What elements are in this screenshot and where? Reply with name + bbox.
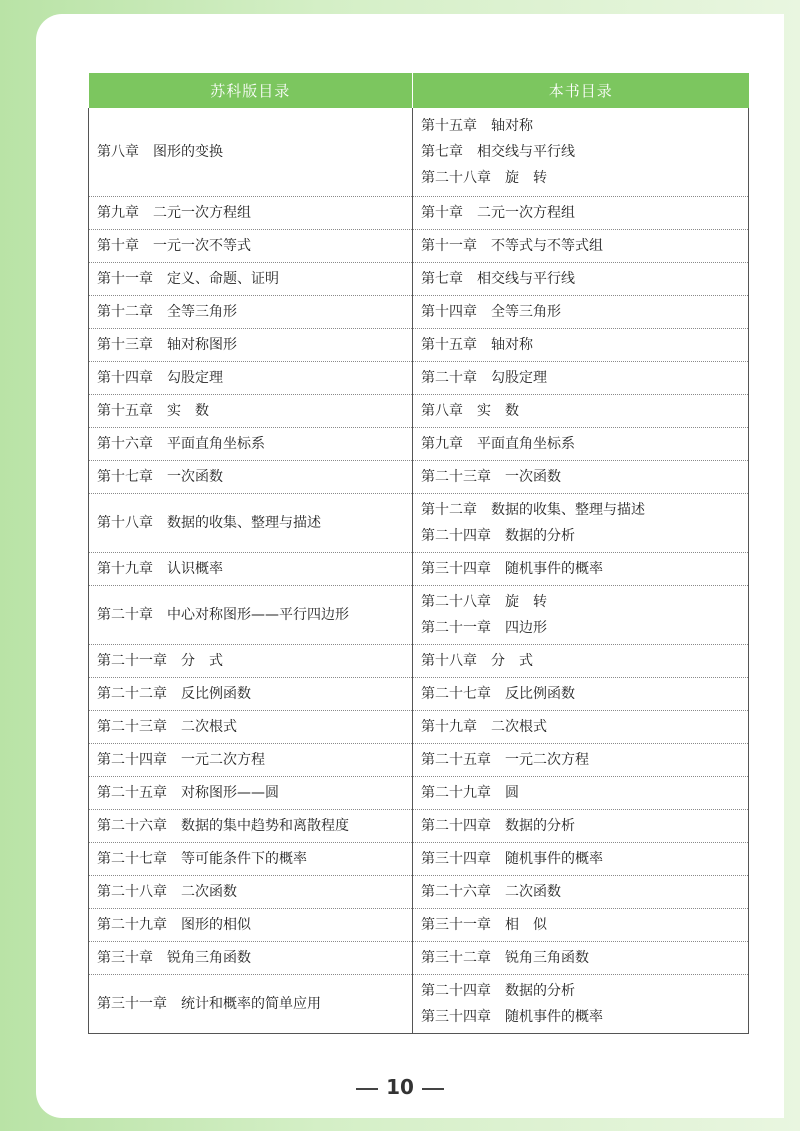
chapter-entry <box>421 365 748 391</box>
this-book-chapter-cell <box>413 328 749 361</box>
sukeban-chapter-cell <box>89 328 413 361</box>
sukeban-chapter-cell <box>89 743 413 776</box>
chapter-number: 第八章 <box>421 402 463 419</box>
chapter-number: 第八章 <box>97 143 139 160</box>
chapter-number: 第二十一章 <box>97 652 167 669</box>
chapter-title: 实 数 <box>477 402 519 419</box>
chapter-title: 数据的收集、整理与描述 <box>167 514 321 531</box>
this-book-chapter-cell <box>413 460 749 493</box>
chapter-number: 第十九章 <box>421 718 477 735</box>
chapter-number: 第三十章 <box>97 949 153 966</box>
chapter-number: 第十七章 <box>97 468 153 485</box>
chapter-title: 实 数 <box>167 402 209 419</box>
this-book-chapter-cell <box>413 585 749 644</box>
chapter-entry <box>421 780 748 806</box>
chapter-title: 二次函数 <box>181 883 237 900</box>
sukeban-chapter-cell <box>89 460 413 493</box>
dash-right <box>422 1088 444 1090</box>
table-row <box>89 229 749 262</box>
chapter-title: 全等三角形 <box>491 303 561 320</box>
chapter-number: 第七章 <box>421 143 463 160</box>
chapter-title: 平面直角坐标系 <box>477 435 575 452</box>
chapter-number: 第三十四章 <box>421 850 491 867</box>
table-row <box>89 743 749 776</box>
chapter-title: 分 式 <box>181 652 223 669</box>
sukeban-chapter-cell <box>89 776 413 809</box>
chapter-number: 第三十四章 <box>421 1008 491 1025</box>
table-row <box>89 585 749 644</box>
this-book-chapter-cell <box>413 809 749 842</box>
chapter-title: 锐角三角函数 <box>167 949 251 966</box>
table-row <box>89 328 749 361</box>
chapter-entry <box>97 780 412 806</box>
chapter-title: 认识概率 <box>167 560 223 577</box>
chapter-number: 第二十八章 <box>421 169 491 186</box>
chapter-entry <box>97 365 412 391</box>
chapter-number: 第十三章 <box>97 336 153 353</box>
chapter-number: 第二十三章 <box>97 718 167 735</box>
chapter-number: 第二十八章 <box>97 883 167 900</box>
sukeban-chapter-cell <box>89 196 413 229</box>
toc-comparison-table <box>88 73 749 1034</box>
chapter-entry <box>97 648 412 674</box>
chapter-title: 分 式 <box>491 652 533 669</box>
header-sukeban-toc: 苏科版目录 <box>89 73 413 108</box>
chapter-number: 第十章 <box>97 237 139 254</box>
table-row <box>89 677 749 710</box>
header-this-book-toc: 本书目录 <box>413 73 749 108</box>
chapter-entry <box>421 879 748 905</box>
sukeban-chapter-cell <box>89 427 413 460</box>
chapter-title: 二次根式 <box>491 718 547 735</box>
chapter-title: 二元一次方程组 <box>477 204 575 221</box>
chapter-number: 第二十四章 <box>97 751 167 768</box>
chapter-number: 第二十章 <box>421 369 477 386</box>
chapter-number: 第二十一章 <box>421 619 491 636</box>
chapter-entry <box>97 556 412 582</box>
chapter-number: 第三十一章 <box>421 916 491 933</box>
this-book-chapter-cell <box>413 941 749 974</box>
chapter-title: 反比例函数 <box>181 685 251 702</box>
chapter-title: 数据的分析 <box>505 527 575 544</box>
chapter-number: 第二十二章 <box>97 685 167 702</box>
this-book-chapter-cell <box>413 394 749 427</box>
sukeban-chapter-cell <box>89 361 413 394</box>
this-book-chapter-cell <box>413 908 749 941</box>
sukeban-chapter-cell <box>89 493 413 552</box>
sukeban-chapter-cell <box>89 875 413 908</box>
sukeban-chapter-cell <box>89 809 413 842</box>
chapter-title: 圆 <box>505 784 519 801</box>
chapter-entry <box>97 431 412 457</box>
chapter-entry <box>97 945 412 971</box>
chapter-entry <box>421 1004 748 1030</box>
this-book-chapter-cell <box>413 743 749 776</box>
table-row <box>89 262 749 295</box>
chapter-entry <box>421 615 748 641</box>
chapter-title: 数据的分析 <box>505 817 575 834</box>
chapter-number: 第二十五章 <box>421 751 491 768</box>
chapter-title: 等可能条件下的概率 <box>181 850 307 867</box>
chapter-number: 第二十章 <box>97 606 153 623</box>
chapter-entry <box>97 879 412 905</box>
chapter-title: 二次根式 <box>181 718 237 735</box>
chapter-entry <box>421 648 748 674</box>
chapter-entry <box>421 332 748 358</box>
chapter-number: 第三十四章 <box>421 560 491 577</box>
table-row <box>89 493 749 552</box>
table-row <box>89 809 749 842</box>
chapter-title: 旋 转 <box>505 593 547 610</box>
chapter-title: 轴对称 <box>491 336 533 353</box>
chapter-entry <box>97 266 412 292</box>
sukeban-chapter-cell <box>89 644 413 677</box>
chapter-title: 相交线与平行线 <box>477 270 575 287</box>
chapter-number: 第二十八章 <box>421 593 491 610</box>
chapter-number: 第二十六章 <box>421 883 491 900</box>
table-row <box>89 776 749 809</box>
chapter-entry <box>97 332 412 358</box>
chapter-title: 随机事件的概率 <box>505 560 603 577</box>
chapter-entry <box>97 139 412 165</box>
chapter-number: 第二十七章 <box>97 850 167 867</box>
table-row <box>89 842 749 875</box>
chapter-entry <box>97 681 412 707</box>
chapter-number: 第十五章 <box>97 402 153 419</box>
sukeban-chapter-cell <box>89 974 413 1033</box>
chapter-title: 相交线与平行线 <box>477 143 575 160</box>
chapter-title: 不等式与不等式组 <box>491 237 603 254</box>
table-row <box>89 552 749 585</box>
chapter-number: 第十二章 <box>421 501 477 518</box>
chapter-title: 图形的变换 <box>153 143 223 160</box>
table-row <box>89 394 749 427</box>
chapter-entry <box>421 233 748 259</box>
chapter-entry <box>421 200 748 226</box>
chapter-title: 全等三角形 <box>167 303 237 320</box>
this-book-chapter-cell <box>413 493 749 552</box>
table-row <box>89 875 749 908</box>
chapter-number: 第十九章 <box>97 560 153 577</box>
chapter-title: 锐角三角函数 <box>505 949 589 966</box>
this-book-chapter-cell <box>413 427 749 460</box>
chapter-entry <box>421 978 748 1004</box>
chapter-entry <box>97 233 412 259</box>
chapter-entry <box>421 846 748 872</box>
chapter-title: 一元二次方程 <box>505 751 589 768</box>
chapter-number: 第十六章 <box>97 435 153 452</box>
chapter-number: 第二十四章 <box>421 817 491 834</box>
chapter-entry <box>421 139 748 165</box>
chapter-number: 第九章 <box>97 204 139 221</box>
sukeban-chapter-cell <box>89 394 413 427</box>
chapter-number: 第二十四章 <box>421 527 491 544</box>
chapter-entry <box>97 912 412 938</box>
table-row <box>89 941 749 974</box>
this-book-chapter-cell <box>413 677 749 710</box>
chapter-entry <box>97 714 412 740</box>
chapter-number: 第十二章 <box>97 303 153 320</box>
chapter-entry <box>421 813 748 839</box>
page-number <box>0 1075 800 1099</box>
this-book-chapter-cell <box>413 196 749 229</box>
table-row <box>89 460 749 493</box>
sukeban-chapter-cell <box>89 295 413 328</box>
chapter-entry <box>421 431 748 457</box>
chapter-title: 平面直角坐标系 <box>167 435 265 452</box>
chapter-number: 第三十一章 <box>97 995 167 1012</box>
chapter-title: 随机事件的概率 <box>505 1008 603 1025</box>
page-number-text: 10 <box>386 1075 414 1099</box>
chapter-entry <box>97 602 412 628</box>
chapter-title: 旋 转 <box>505 169 547 186</box>
chapter-number: 第十章 <box>421 204 463 221</box>
sukeban-chapter-cell <box>89 941 413 974</box>
chapter-title: 统计和概率的简单应用 <box>181 995 321 1012</box>
chapter-number: 第三十二章 <box>421 949 491 966</box>
table-header-row <box>89 73 749 108</box>
table-row <box>89 295 749 328</box>
table-row <box>89 361 749 394</box>
chapter-number: 第二十九章 <box>421 784 491 801</box>
chapter-entry <box>97 299 412 325</box>
chapter-entry <box>421 589 748 615</box>
chapter-number: 第十八章 <box>97 514 153 531</box>
this-book-chapter-cell <box>413 229 749 262</box>
chapter-title: 二元一次方程组 <box>153 204 251 221</box>
chapter-number: 第二十四章 <box>421 982 491 999</box>
chapter-entry <box>421 747 748 773</box>
chapter-title: 对称图形——圆 <box>181 784 279 801</box>
this-book-chapter-cell <box>413 295 749 328</box>
this-book-chapter-cell <box>413 262 749 295</box>
table-row <box>89 108 749 196</box>
chapter-entry <box>97 991 412 1017</box>
chapter-number: 第二十七章 <box>421 685 491 702</box>
table-row <box>89 974 749 1033</box>
chapter-number: 第二十六章 <box>97 817 167 834</box>
sukeban-chapter-cell <box>89 552 413 585</box>
sukeban-chapter-cell <box>89 710 413 743</box>
table-row <box>89 196 749 229</box>
chapter-entry <box>421 681 748 707</box>
this-book-chapter-cell <box>413 776 749 809</box>
chapter-title: 四边形 <box>505 619 547 636</box>
chapter-title: 轴对称图形 <box>167 336 237 353</box>
chapter-number: 第二十三章 <box>421 468 491 485</box>
chapter-title: 勾股定理 <box>491 369 547 386</box>
chapter-title: 随机事件的概率 <box>505 850 603 867</box>
this-book-chapter-cell <box>413 875 749 908</box>
chapter-title: 反比例函数 <box>505 685 575 702</box>
table-body <box>89 108 749 1033</box>
chapter-entry <box>421 266 748 292</box>
this-book-chapter-cell <box>413 842 749 875</box>
chapter-entry <box>421 398 748 424</box>
chapter-title: 中心对称图形——平行四边形 <box>167 606 349 623</box>
this-book-chapter-cell <box>413 974 749 1033</box>
chapter-title: 一次函数 <box>167 468 223 485</box>
chapter-entry <box>97 398 412 424</box>
this-book-chapter-cell <box>413 361 749 394</box>
chapter-entry <box>421 299 748 325</box>
chapter-title: 数据的集中趋势和离散程度 <box>181 817 349 834</box>
chapter-number: 第十八章 <box>421 652 477 669</box>
chapter-number: 第十一章 <box>421 237 477 254</box>
sukeban-chapter-cell <box>89 677 413 710</box>
chapter-number: 第十五章 <box>421 117 477 134</box>
table-row <box>89 644 749 677</box>
chapter-entry <box>421 714 748 740</box>
chapter-title: 一元一次不等式 <box>153 237 251 254</box>
chapter-entry <box>97 747 412 773</box>
chapter-title: 一次函数 <box>505 468 561 485</box>
chapter-title: 相 似 <box>505 916 547 933</box>
this-book-chapter-cell <box>413 552 749 585</box>
sukeban-chapter-cell <box>89 108 413 196</box>
chapter-entry <box>97 510 412 536</box>
chapter-entry <box>421 945 748 971</box>
chapter-number: 第十四章 <box>97 369 153 386</box>
this-book-chapter-cell <box>413 644 749 677</box>
chapter-entry <box>421 464 748 490</box>
sukeban-chapter-cell <box>89 585 413 644</box>
chapter-entry <box>421 165 748 191</box>
this-book-chapter-cell <box>413 710 749 743</box>
dash-left <box>356 1088 378 1090</box>
table-row <box>89 427 749 460</box>
chapter-entry <box>421 497 748 523</box>
chapter-entry <box>97 200 412 226</box>
chapter-number: 第二十九章 <box>97 916 167 933</box>
chapter-title: 定义、命题、证明 <box>167 270 279 287</box>
chapter-number: 第九章 <box>421 435 463 452</box>
chapter-entry <box>421 556 748 582</box>
chapter-title: 一元二次方程 <box>181 751 265 768</box>
chapter-entry <box>97 846 412 872</box>
chapter-title: 数据的收集、整理与描述 <box>491 501 645 518</box>
chapter-title: 轴对称 <box>491 117 533 134</box>
chapter-number: 第七章 <box>421 270 463 287</box>
chapter-number: 第十五章 <box>421 336 477 353</box>
chapter-number: 第二十五章 <box>97 784 167 801</box>
chapter-entry <box>421 113 748 139</box>
sukeban-chapter-cell <box>89 908 413 941</box>
sukeban-chapter-cell <box>89 229 413 262</box>
chapter-title: 二次函数 <box>505 883 561 900</box>
chapter-entry <box>97 813 412 839</box>
chapter-title: 数据的分析 <box>505 982 575 999</box>
sukeban-chapter-cell <box>89 842 413 875</box>
chapter-entry <box>421 523 748 549</box>
chapter-entry <box>97 464 412 490</box>
table-row <box>89 908 749 941</box>
table-row <box>89 710 749 743</box>
chapter-title: 勾股定理 <box>167 369 223 386</box>
chapter-number: 第十一章 <box>97 270 153 287</box>
chapter-entry <box>421 912 748 938</box>
this-book-chapter-cell <box>413 108 749 196</box>
sukeban-chapter-cell <box>89 262 413 295</box>
chapter-title: 图形的相似 <box>181 916 251 933</box>
chapter-number: 第十四章 <box>421 303 477 320</box>
